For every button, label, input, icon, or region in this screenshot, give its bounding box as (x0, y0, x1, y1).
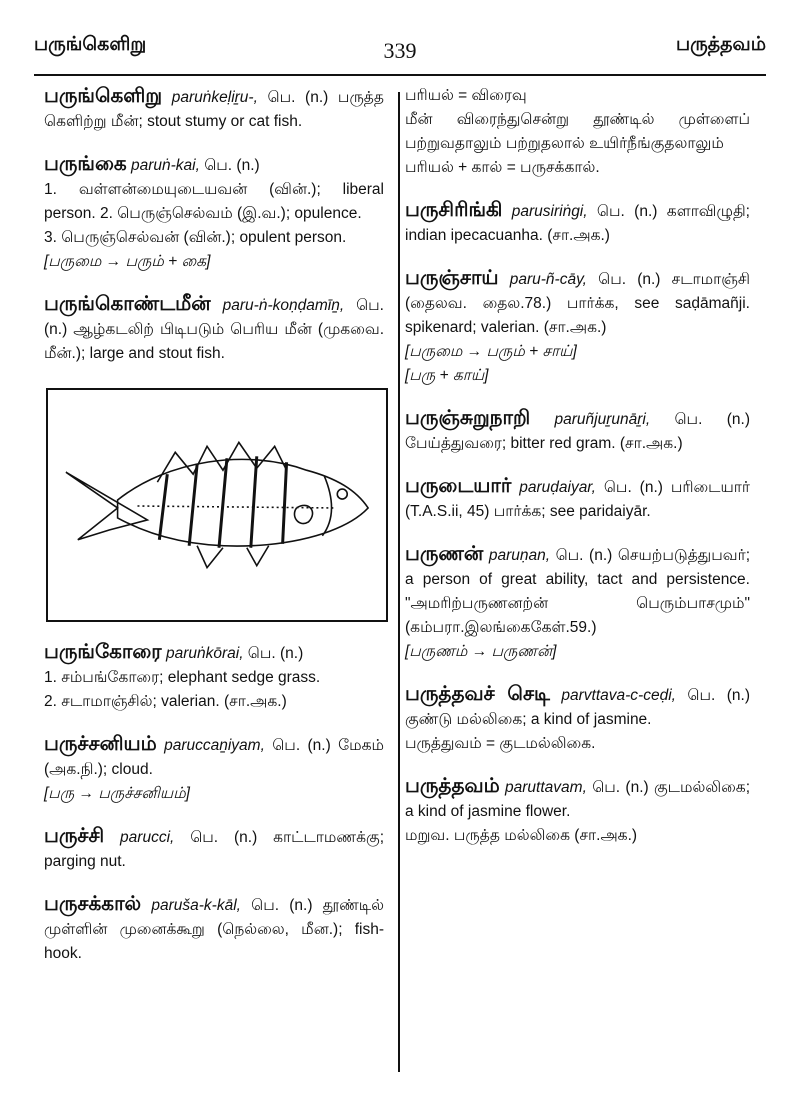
headword: பருங்கை (44, 153, 127, 175)
ventral-fin (197, 546, 269, 568)
note-line: மீன் விரைந்துசென்று தூண்டில் முள்ளைப் பற்றுவதாலும் பற்றுதலால் உயிர்நீங்குதலாலும் (405, 111, 750, 152)
headword: பருத்தவச் செடி (405, 683, 550, 705)
page-header (34, 20, 766, 63)
fish-illustration (46, 388, 388, 622)
dictionary-entry (44, 84, 384, 134)
definition: பெ. (n.) பேய்த்துவரை; bitter red gram. (சா.அக.) (405, 411, 750, 452)
header-left-guide-word: பருங்கெளிறு (34, 34, 147, 55)
dictionary-entry (405, 474, 750, 524)
transliteration: paruša-k-kāl, (151, 897, 241, 914)
headword: பருசக்கால் (44, 893, 142, 915)
headword: பருங்கோரை (44, 641, 162, 663)
transliteration: paruñjuṟunāṟi, (554, 411, 651, 428)
definition: பெ. (n.) பருத்த கெளிற்று மீன்; stout stumy or cat fish. (44, 89, 384, 130)
etymology: [பரு + காய்] (405, 367, 489, 384)
definition: பெ. (n.) சடாமாஞ்சி (தைலவ. தைல.78.) பார்க்க, see saḍāmañji. spikenard; valerian. (சா.அக.) (405, 271, 751, 336)
headword: பருங்கெளிறு (44, 85, 163, 107)
note-line: பருத்துவம் = குடமல்லிகை. (405, 735, 596, 752)
part-of-speech: பெ. (n.) (199, 157, 260, 174)
sense-line: 2. சடாமாஞ்சில்; valerian. (சா.அக.) (44, 693, 287, 710)
transliteration: paru-ñ-cāy, (509, 271, 587, 288)
dictionary-entry (44, 152, 384, 274)
transliteration: paruṇan, (488, 547, 551, 564)
dictionary-entry (44, 292, 384, 366)
dictionary-entry (405, 406, 750, 456)
dictionary-entry (44, 892, 384, 966)
headword: பருச்சி (44, 825, 105, 847)
transliteration: parusiriṅgi, (511, 203, 588, 220)
right-column (405, 84, 750, 866)
definition: பெ. (n.) குடமல்லிகை; a kind of jasmine flower. (405, 779, 750, 820)
definition: பெ. (n.) களாவிழுதி; indian ipecacuanha. (சா.அக.) (405, 203, 750, 244)
fish-drawing (48, 390, 386, 620)
transliteration: paruṅ-kai, (130, 157, 200, 174)
headword: பருஞ்சாய் (405, 267, 499, 289)
dictionary-entry (44, 732, 384, 806)
etymology: [பருணம் → பருணன்] (405, 643, 557, 660)
transliteration: paruḍaiyar, (519, 479, 596, 496)
transliteration: parucci, (120, 829, 175, 846)
note-line: பரியல் + கால் = பருசக்கால். (405, 159, 600, 176)
headword: பருச்சனியம் (44, 733, 157, 755)
transliteration: paruṅkōrai, (165, 645, 244, 662)
etymology: [பரு → பருச்சனியம்] (44, 785, 190, 802)
headword: பருடையார் (405, 475, 512, 497)
left-column (44, 84, 384, 984)
continued-note (405, 84, 750, 180)
transliteration: paruṅkeḷiṟu-, (171, 89, 258, 106)
dictionary-entry (405, 266, 750, 388)
page-number: 339 (383, 38, 417, 63)
sense-line: 3. பெருஞ்செல்வன் (வின்.); opulent person. (44, 229, 347, 246)
column-divider (398, 92, 400, 1072)
header-right-guide-word: பருத்தவம் (676, 34, 766, 55)
transliteration: paruttavam, (505, 779, 587, 796)
dictionary-entry (44, 640, 384, 714)
etymology: [பருமை → பரும் + கை] (44, 253, 211, 270)
part-of-speech: பெ. (n.) (243, 645, 304, 662)
dictionary-entry (405, 542, 750, 664)
definition: பெ. (n.) தூண்டில் முள்ளின் முனைக்கூறு (நெல்லை, மீன.); fish-hook. (44, 897, 384, 962)
dictionary-entry (405, 774, 750, 848)
sense-line: 1. வள்ளன்மையுடையவன் (வின்.); liberal person. 2. பெருஞ்செல்வம் (இ.வ.); opulence. (44, 181, 384, 222)
fish-eye (337, 489, 347, 499)
sense-line: 1. சம்பங்கோரை; elephant sedge grass. (44, 669, 321, 686)
note-line: மறுவ. பருத்த மல்லிகை (சா.அக.) (405, 827, 638, 844)
definition: பெ. (n.) மேகம் (அக.நி.); cloud. (44, 737, 384, 778)
dictionary-entry (44, 824, 384, 874)
fish-tail (66, 472, 148, 540)
dictionary-entry (405, 198, 750, 248)
transliteration: paruccaṉiyam, (164, 737, 265, 754)
definition: பெ. (n.) ஆழ்கடலிற் பிடிபடும் பெரிய மீன் (முகவை. மீன்.); large and stout fish. (44, 297, 384, 362)
headword: பருத்தவம் (405, 775, 500, 797)
dictionary-entry (405, 682, 750, 756)
transliteration: parvttava-c-ceḍi, (561, 687, 676, 704)
headword: பருசிரிங்கி (405, 199, 503, 221)
transliteration: paru-ṅ-koṇḍamīṉ, (222, 297, 345, 314)
etymology: [பருமை → பரும் + சாய்] (405, 343, 577, 360)
definition: பெ. (n.) செயற்படுத்துபவர்; a person of great ability, tact and persistence. "அமரிற்பருணனற்ன் பெரும்பாசமும்" (கம்பரா.இலங்கைகேள்.59.) (405, 547, 750, 636)
headword: பருஞ்சுறுநாறி (405, 407, 531, 429)
definition: பெ. (n.) காட்டாமணக்கு; parging nut. (44, 829, 384, 870)
dorsal-fin (157, 442, 286, 482)
definition: பெ. (n.) குண்டு மல்லிகை; a kind of jasmine. (405, 687, 750, 728)
gill-line (322, 476, 331, 536)
header-rule (34, 74, 766, 76)
headword: பருணன் (405, 543, 484, 565)
definition: பெ. (n.) பரிடையார் (T.A.S.ii, 45) பார்க்க; see paridaiyār. (405, 479, 750, 520)
note-line: பரியல் = விரைவு (405, 87, 527, 104)
headword: பருங்கொண்டமீன் (44, 293, 211, 315)
